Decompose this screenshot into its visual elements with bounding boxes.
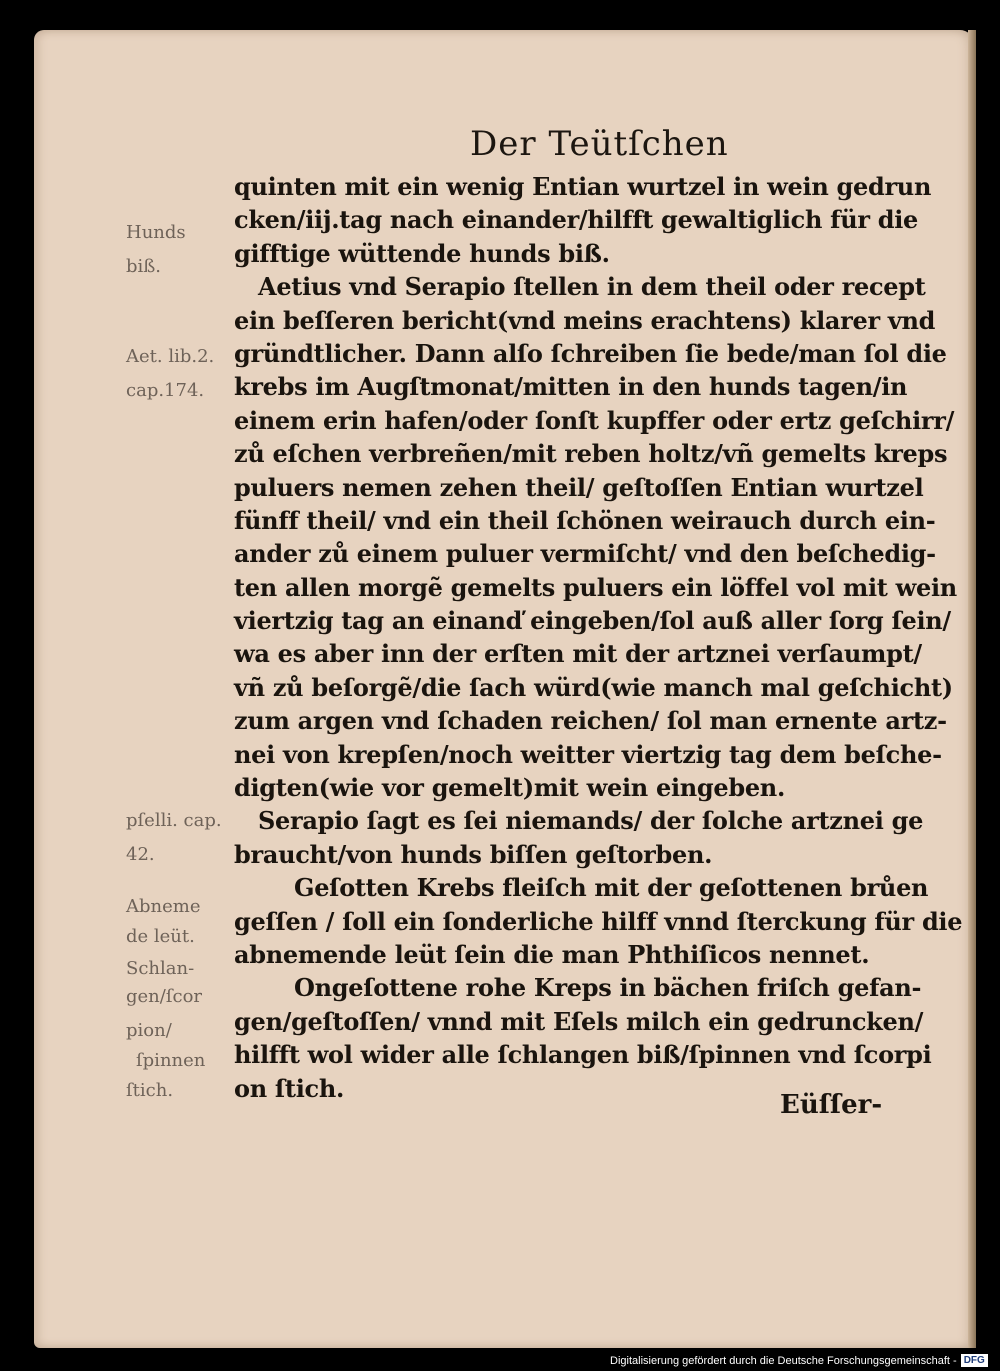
text-line: gifftige wüttende hunds biß.: [234, 238, 610, 268]
text-line: zů eſchen verbreñen/mit reben holtz/vñ gemelts kreps: [234, 439, 948, 469]
text-line: vñ zů beſorgẽ/die ſach würd(wie manch mal geſchicht): [234, 672, 953, 702]
text-line: Geſotten Krebs fleiſch mit der geſottenen brůen: [294, 873, 929, 903]
text-line: einem erin hafen/oder ſonſt kupffer oder ertz geſchirr/: [234, 405, 955, 435]
text-line: gen/geſtoſſen/ vnnd mit Eſels milch ein gedruncken/: [234, 1006, 924, 1036]
margin-note: cap.174.: [126, 380, 205, 401]
text-line: zum argen vnd ſchaden reichen/ ſol man ernente artz-: [234, 706, 947, 736]
text-line: fünff theil/ vnd ein theil ſchönen weirauch durch ein-: [234, 505, 936, 535]
text-line: ein beſſeren bericht(vnd meins erachtens) klarer vnd: [234, 305, 936, 335]
margin-note: ſpinnen: [136, 1050, 206, 1071]
text-line: gründtlicher. Dann alſo ſchreiben ſie bede/man ſol die: [234, 338, 947, 368]
body-text: [234, 170, 963, 1105]
text-line: puluers nemen zehen theil/ geſtoſſen Entian wurtzel: [234, 472, 924, 502]
text-line: Ongeſottene rohe Kreps in bächen friſch gefan-: [294, 973, 922, 1003]
text-line: hilfft wol wider alle ſchlangen biß/ſpinnen vnd ſcorpi: [234, 1040, 932, 1070]
text-line: krebs im Augſtmonat/mitten in den hunds tagen/in: [234, 372, 908, 402]
text-line: cken/iij.tag nach einander/hilfft gewaltiglich für die: [234, 205, 919, 235]
margin-note: pion/: [126, 1020, 172, 1041]
page-gutter: [968, 30, 976, 1348]
text-line: on ſtich.: [234, 1073, 345, 1103]
text-line: abnemende leüt ſein die man Phthiſicos nennet.: [234, 939, 870, 969]
text-line: quinten mit ein wenig Entian wurtzel in wein gedrun: [234, 172, 932, 201]
margin-note: Schlan-: [126, 958, 195, 979]
dfg-logo-icon: DFG: [961, 1354, 988, 1367]
text-line: ten allen morgẽ gemelts puluers ein löffel vol mit wein: [234, 572, 957, 602]
text-line: viertzig tag an einanď eingeben/ſol auß aller ſorg ſein/: [234, 606, 951, 636]
margin-note: pſelli. cap.: [126, 810, 222, 831]
margin-note: 42.: [126, 844, 155, 865]
text-line: nei von krepſen/noch weitter viertzig tag dem beſche-: [234, 739, 942, 769]
margin-note: gen/ſcor: [126, 986, 203, 1007]
margin-note: Aet. lib.2.: [126, 346, 215, 367]
catchword: Eüſſer-: [780, 1090, 883, 1120]
margin-note: biß.: [126, 256, 162, 277]
running-header: Der Teütſchen: [470, 124, 729, 164]
text-line: ander zů einem puluer vermiſcht/ vnd den beſchedig-: [234, 539, 936, 569]
margin-note: Abneme: [126, 896, 201, 917]
text-line: geſſen / ſoll ein ſonderliche hilff vnnd ſterckung für die: [234, 906, 963, 936]
text-line: wa es aber inn der erſten mit der artznei verſaumpt/: [234, 639, 922, 669]
footer-text: Digitalisierung gefördert durch die Deutsche Forschungsgemeinschaft -: [610, 1354, 957, 1367]
text-line: Serapio ſagt es ſei niemands/ der ſolche artznei ge: [258, 806, 924, 836]
footer-credit: [610, 1354, 988, 1367]
margin-note: Hunds: [126, 222, 186, 243]
margin-note: de leüt.: [126, 926, 195, 947]
margin-note: ſtich.: [126, 1080, 174, 1101]
text-line: braucht/von hunds biſſen geſtorben.: [234, 839, 713, 869]
text-line: Aetius vnd Serapio ſtellen in dem theil oder recept: [258, 272, 926, 302]
text-line: digten(wie vor gemelt)mit wein eingeben.: [234, 773, 786, 803]
